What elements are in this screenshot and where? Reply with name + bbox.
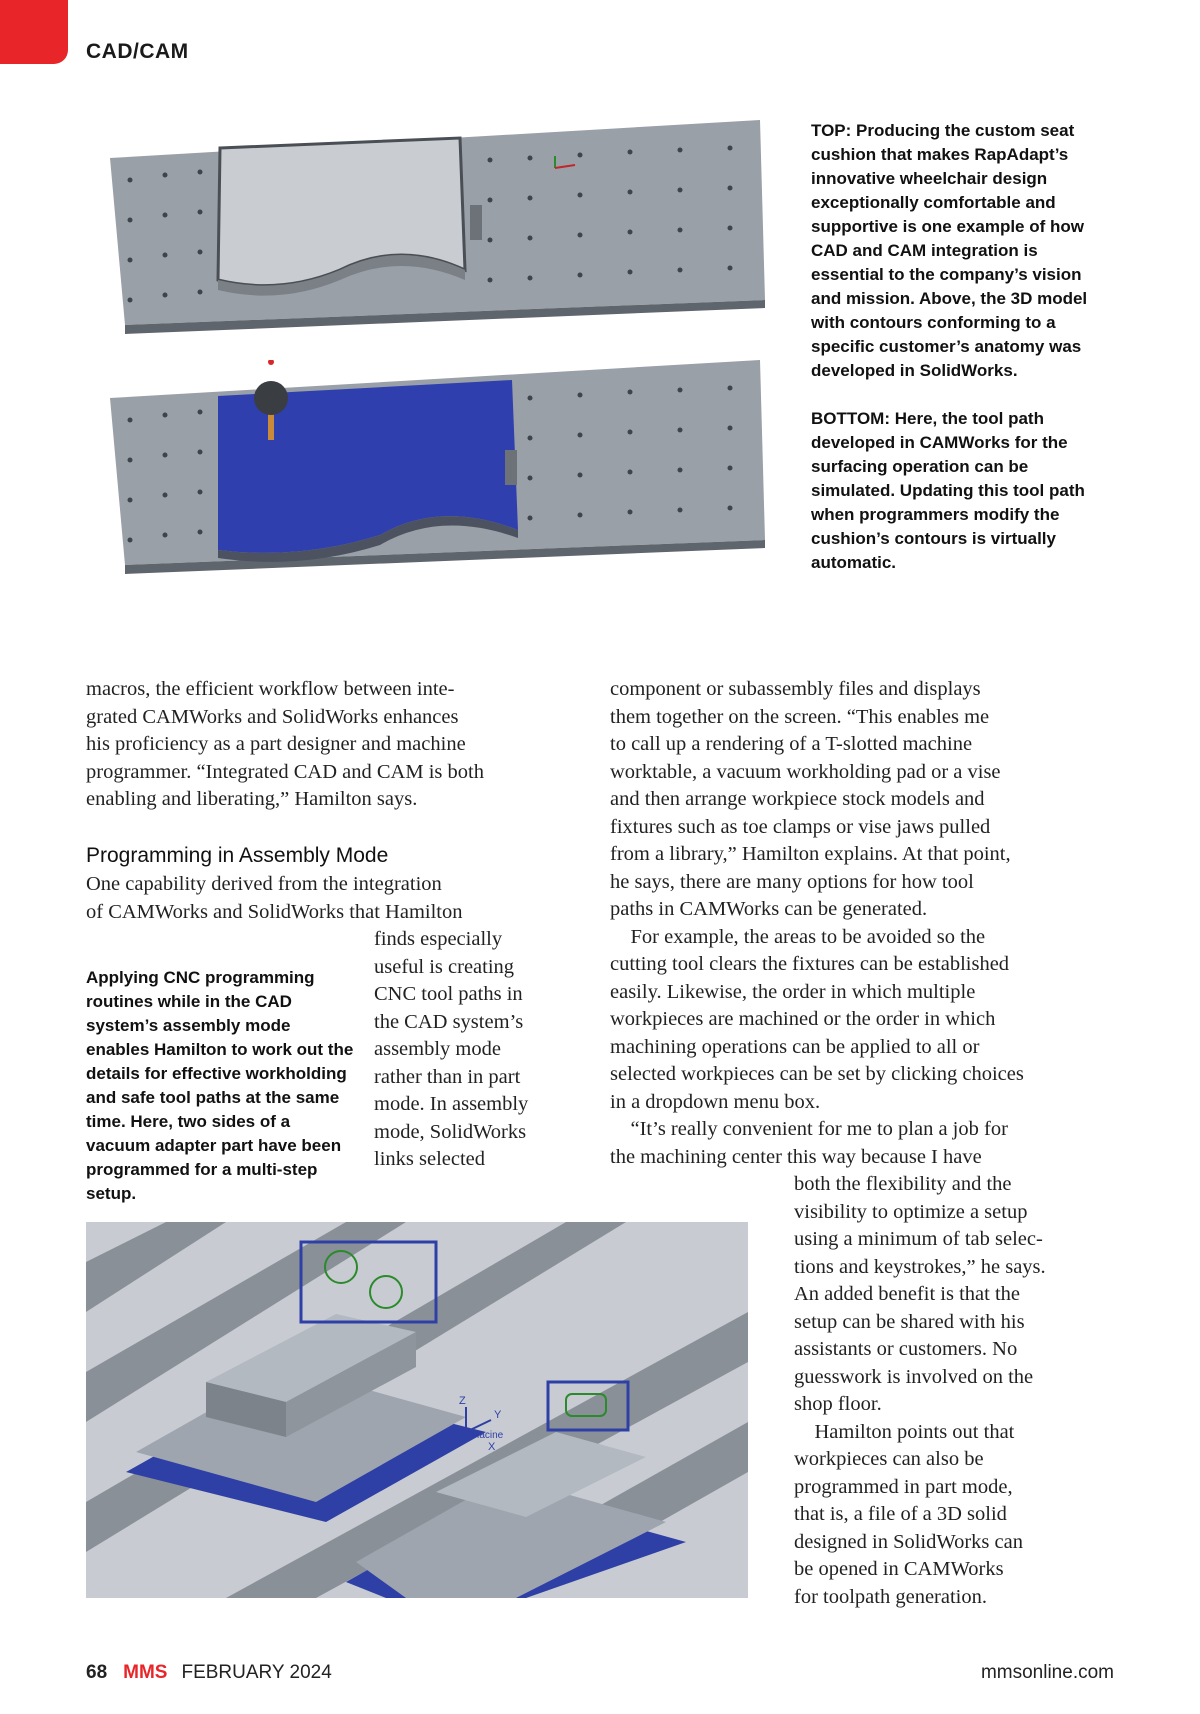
column-2-full (610, 676, 1110, 1171)
axis-x-label: X (488, 1441, 496, 1453)
axis-z-label: Z (459, 1395, 466, 1407)
body-line: to call up a rendering of a T-slotted machine (610, 733, 973, 755)
body-line: assembly mode (374, 1038, 501, 1060)
body-line: machining operations can be applied to all or (610, 1035, 980, 1058)
body-line: the machining center this way because I have (610, 1145, 982, 1168)
body-line: shop floor. (794, 1393, 882, 1415)
body-line: from a library,” Hamilton explains. At that point, (610, 843, 1011, 865)
body-line: mode, SolidWorks (374, 1120, 527, 1143)
body-line: programmed in part mode, (794, 1475, 1013, 1498)
body-line: he says, there are many options for how tool (610, 870, 974, 893)
body-line: for toolpath generation. (794, 1585, 987, 1608)
section-label: CAD/CAM (86, 40, 189, 63)
body-line: be opened in CAMWorks (794, 1558, 1004, 1580)
body-line: his proficiency as a part designer and machine (86, 733, 466, 755)
toolpath-simulation-image (100, 360, 775, 600)
column-1-narrow (374, 926, 564, 1174)
column-1-para-2 (86, 871, 566, 926)
page-number: 68 (86, 1662, 108, 1683)
body-line: using a minimum of tab selec- (794, 1228, 1043, 1250)
body-line: assistants or customers. No (794, 1338, 1018, 1360)
body-line: useful is creating (374, 955, 515, 978)
vise-assembly-image (86, 1222, 748, 1598)
body-line: visibility to optimize a setup (794, 1200, 1028, 1223)
axis-y-label: Y (494, 1409, 502, 1421)
body-line: guesswork is involved on the (794, 1365, 1034, 1388)
body-line: rather than in part (374, 1065, 521, 1088)
body-line: For example, the areas to be avoided so the (610, 925, 986, 948)
body-line: paths in CAMWorks can be generated. (610, 898, 928, 920)
magazine-name: MMS (123, 1662, 168, 1683)
top-figure-caption: TOP: Producing the custom seat cushion that makes RapAdapt’s innovative wheelchair design exceptionally comfortable and supportive is one example of how CAD and CAM integration is essential to the company’s vision and mission. Above, the 3D model with contours conforming to a specific customer’s anatomy was developed in SolidWorks. (811, 121, 1088, 380)
body-line: workpieces are machined or the order in which (610, 1008, 996, 1030)
body-line: worktable, a vacuum workholding pad or a vise (610, 760, 1001, 783)
issue-date: FEBRUARY 2024 (181, 1662, 332, 1683)
machine-label: Macine (471, 1430, 504, 1441)
cushion-cad-model-image (100, 120, 775, 340)
website-link[interactable]: mmsonline.com (980, 1662, 1114, 1683)
body-line: that is, a file of a 3D solid (794, 1503, 1007, 1525)
column-1-intro (86, 676, 566, 814)
assembly-mode-caption: Applying CNC programming routines while in the CAD system’s assembly mode enables Hamilton to work out the details for effective workholding and safe tool paths at the same time. Here, two sides of a vacuum adapter part have been programmed for a multi-step setup. (86, 968, 354, 1203)
body-line: selected workpieces can be set by clicking choices (610, 1063, 1024, 1085)
body-line: easily. Likewise, the order in which multiple (610, 980, 976, 1003)
body-line: One capability derived from the integration (86, 873, 442, 895)
body-line: both the flexibility and the (794, 1173, 1012, 1195)
body-line: macros, the efficient workflow between inte- (86, 678, 455, 700)
body-line: designed in SolidWorks can (794, 1530, 1023, 1553)
body-line: links selected (374, 1148, 486, 1170)
bottom-figure-caption: BOTTOM: Here, the tool path developed in CAMWorks for the surfacing operation can be simulated. Updating this tool path when programmers modify the cushion’s contours is virtually automatic. (811, 409, 1085, 572)
body-line: programmer. “Integrated CAD and CAM is both (86, 760, 484, 783)
body-line: workpieces can also be (794, 1448, 984, 1470)
section-subhead: Programming in Assembly Mode (86, 844, 389, 867)
body-line: setup can be shared with his (794, 1310, 1025, 1333)
body-line: component or subassembly files and displays (610, 678, 981, 700)
body-line: the CAD system’s (374, 1010, 524, 1033)
body-line: Hamilton points out that (794, 1420, 1015, 1443)
section-tab-accent (0, 0, 68, 64)
body-line: CNC tool paths in (374, 983, 523, 1005)
body-line: them together on the screen. “This enables me (610, 705, 990, 728)
body-line: in a dropdown menu box. (610, 1090, 821, 1113)
body-line: “It’s really convenient for me to plan a job for (610, 1118, 1008, 1140)
column-2-narrow (794, 1171, 1124, 1611)
body-line: tions and keystrokes,” he says. (794, 1255, 1046, 1278)
body-line: of CAMWorks and SolidWorks that Hamilton (86, 900, 463, 923)
body-line: enabling and liberating,” Hamilton says. (86, 788, 418, 810)
footer-left (86, 1662, 332, 1684)
body-line: An added benefit is that the (794, 1283, 1021, 1305)
body-line: finds especially (374, 928, 503, 950)
body-line: fixtures such as toe clamps or vise jaws pulled (610, 815, 991, 838)
body-line: grated CAMWorks and SolidWorks enhances (86, 705, 459, 728)
body-line: mode. In assembly (374, 1093, 529, 1115)
body-line: cutting tool clears the fixtures can be established (610, 953, 1010, 975)
body-line: and then arrange workpiece stock models and (610, 788, 985, 810)
